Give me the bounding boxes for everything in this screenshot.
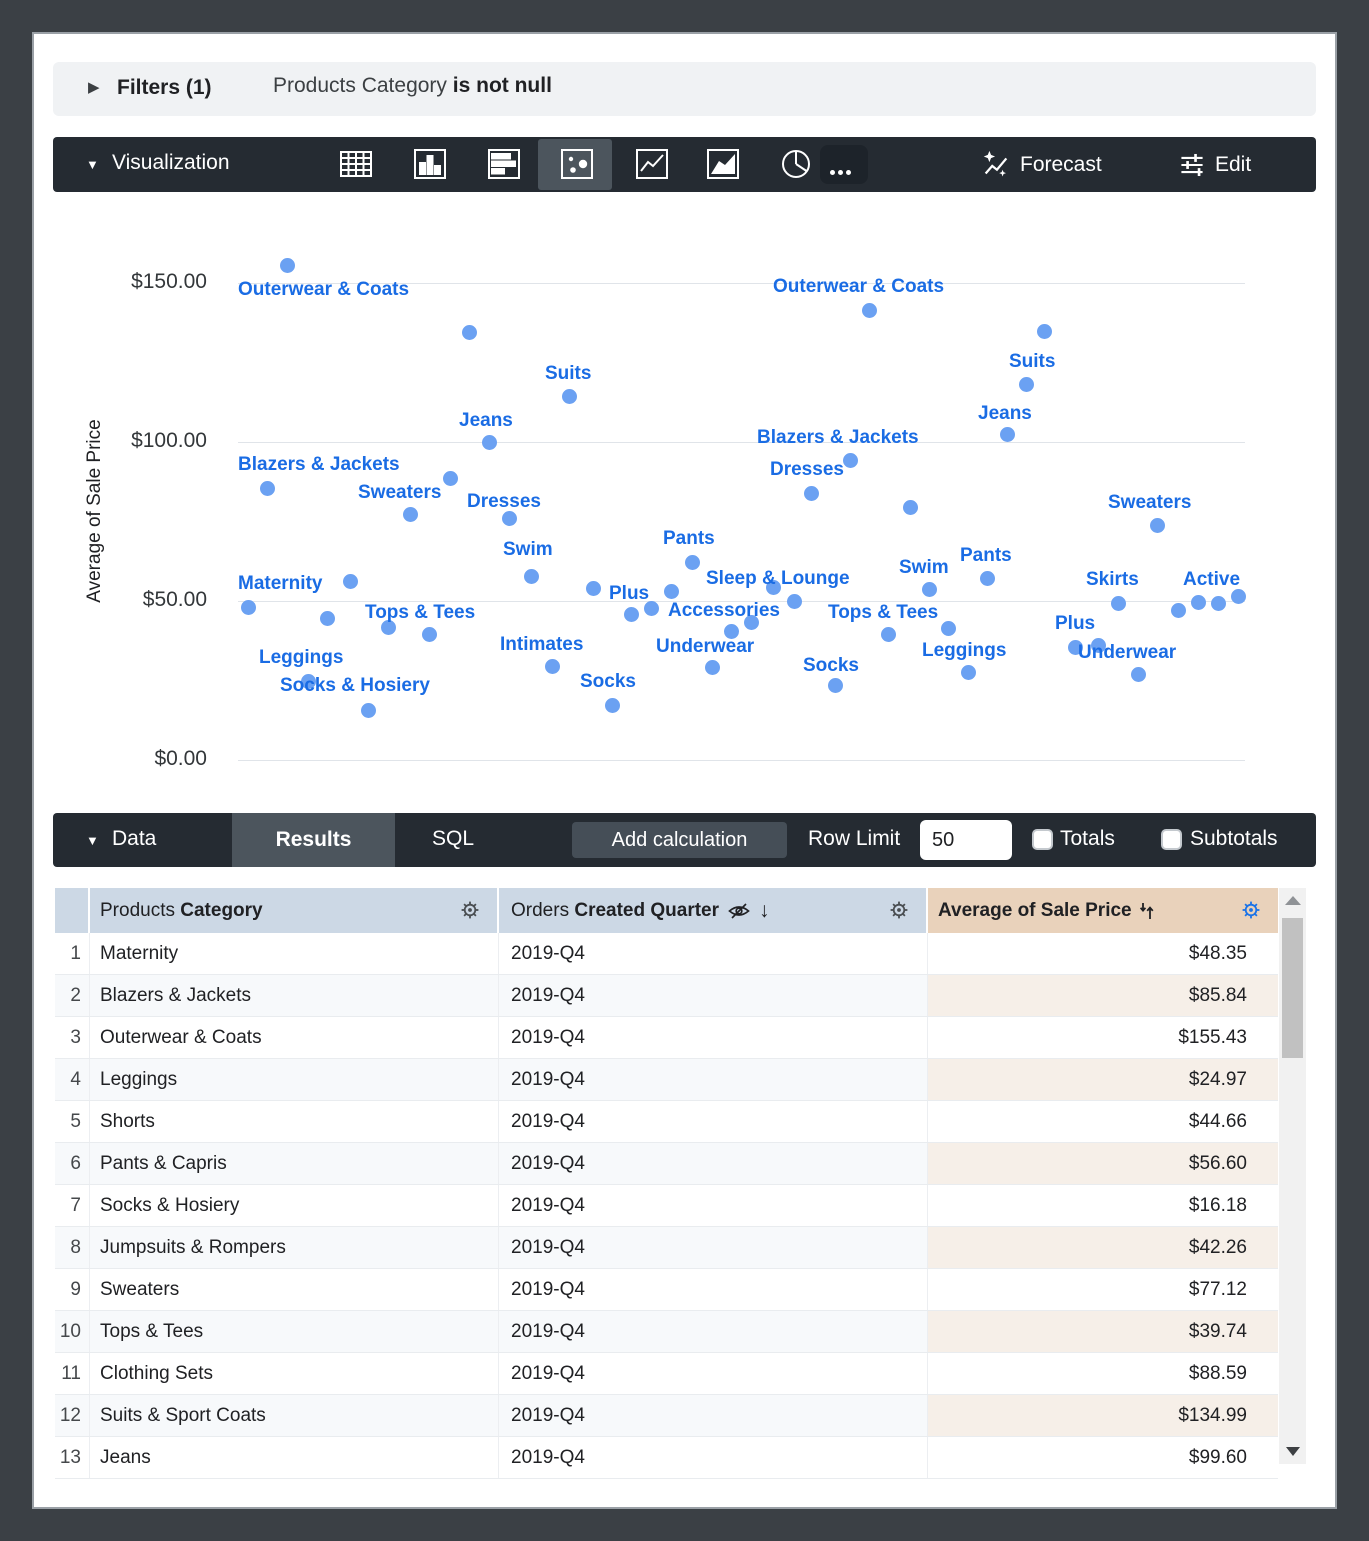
scatter-point[interactable] (260, 481, 275, 496)
cell-average-sale-price[interactable]: $44.66 (1188, 1110, 1247, 1132)
scatter-point[interactable] (862, 303, 877, 318)
scatter-point[interactable] (664, 584, 679, 599)
filter-condition: is not null (452, 74, 552, 97)
scatter-point[interactable] (1131, 667, 1146, 682)
row-number: 13 (55, 1437, 90, 1478)
row-number: 7 (55, 1185, 90, 1226)
scatter-point[interactable] (586, 581, 601, 596)
subtotals-label[interactable]: Subtotals (1190, 827, 1278, 850)
scatter-point[interactable] (462, 325, 477, 340)
table-row (55, 1311, 1278, 1353)
y-tick-label: $150.00 (131, 270, 207, 293)
tab-sql[interactable]: SQL (432, 827, 475, 850)
cell-average-sale-price[interactable]: $48.35 (1188, 942, 1247, 964)
filters-title[interactable]: Filters (1) (117, 76, 212, 99)
point-label: Outerwear & Coats (773, 276, 945, 297)
data-bar (53, 813, 1316, 867)
scatter-point[interactable] (545, 659, 560, 674)
point-label: Sweaters (358, 482, 442, 503)
results-table-header (55, 888, 1278, 933)
scatter-point[interactable] (1019, 377, 1034, 392)
table-row (55, 1227, 1278, 1269)
row-number: 9 (55, 1269, 90, 1310)
header-view-name: Orders (511, 899, 570, 921)
sort-arrows-icon (1138, 901, 1156, 921)
row-number: 12 (55, 1395, 90, 1436)
column-header-orders-created-quarter[interactable] (499, 888, 928, 933)
cell-orders-created-quarter[interactable]: 2019-Q4 (499, 1353, 928, 1394)
table-scrollbar[interactable] (1279, 888, 1306, 1464)
scatter-point[interactable] (1171, 603, 1186, 618)
point-label: Maternity (238, 573, 323, 594)
scatter-point[interactable] (828, 678, 843, 693)
scatter-point[interactable] (524, 569, 539, 584)
scatter-point[interactable] (403, 507, 418, 522)
point-label: Sweaters (1108, 492, 1192, 513)
cell-products-category[interactable]: Blazers & Jackets (90, 975, 499, 1016)
header-field-name: Created Quarter (574, 899, 720, 921)
cell-orders-created-quarter[interactable]: 2019-Q4 (499, 1101, 928, 1142)
point-label: Socks (580, 671, 636, 692)
row-limit-input[interactable] (920, 820, 1012, 860)
scatter-point[interactable] (843, 453, 858, 468)
edit-label: Edit (1215, 153, 1252, 176)
cell-products-category[interactable]: Socks & Hosiery (90, 1185, 499, 1226)
cell-average-sale-price[interactable]: $77.12 (1188, 1278, 1247, 1300)
tab-results[interactable]: Results (232, 813, 395, 867)
row-number: 2 (55, 975, 90, 1016)
cell-products-category[interactable]: Jeans (90, 1437, 499, 1478)
scatter-point[interactable] (1150, 518, 1165, 533)
scatter-point[interactable] (804, 486, 819, 501)
row-number: 5 (55, 1101, 90, 1142)
cell-orders-created-quarter[interactable]: 2019-Q4 (499, 933, 928, 974)
scatter-point[interactable] (624, 607, 639, 622)
cell-average-sale-price[interactable]: $85.84 (928, 975, 1278, 1016)
cell-orders-created-quarter[interactable]: 2019-Q4 (499, 1311, 928, 1352)
column-header-average-sale-price[interactable] (928, 888, 1278, 933)
scatter-point[interactable] (343, 574, 358, 589)
cell-average-sale-price[interactable]: $16.18 (1188, 1194, 1247, 1216)
totals-label[interactable]: Totals (1060, 827, 1115, 850)
point-label: Outerwear & Coats (238, 279, 410, 300)
scroll-up-icon[interactable] (1285, 896, 1301, 905)
table-row (55, 1017, 1278, 1059)
data-title[interactable]: Data (112, 827, 157, 850)
cell-orders-created-quarter[interactable]: 2019-Q4 (499, 975, 928, 1016)
scatter-point[interactable] (705, 660, 720, 675)
point-label: Swim (503, 539, 553, 560)
scatter-point[interactable] (1191, 595, 1206, 610)
scrollbar-thumb[interactable] (1282, 918, 1303, 1058)
row-number: 3 (55, 1017, 90, 1058)
table-row (55, 975, 1278, 1017)
cell-products-category[interactable]: Sweaters (90, 1269, 499, 1310)
y-tick-label: $0.00 (154, 747, 207, 770)
table-row (55, 1269, 1278, 1311)
point-label: Dresses (770, 459, 844, 480)
point-label: Dresses (467, 491, 541, 512)
point-label: Plus (609, 583, 650, 604)
row-number-header (55, 888, 90, 933)
header-field-name: Average of Sale Price (938, 899, 1132, 921)
filter-field: Products Category (273, 74, 447, 97)
scatter-point[interactable] (605, 698, 620, 713)
forecast-label: Forecast (1020, 153, 1102, 176)
point-label: Skirts (1086, 569, 1139, 590)
cell-average-sale-price[interactable]: $134.99 (928, 1395, 1278, 1436)
scatter-point[interactable] (1211, 596, 1226, 611)
scroll-down-icon[interactable] (1286, 1447, 1300, 1456)
table-row (55, 1059, 1278, 1101)
point-label: Swim (899, 557, 949, 578)
visualization-title[interactable]: Visualization (112, 151, 230, 174)
cell-products-category[interactable]: Maternity (90, 933, 499, 974)
point-label: Sleep & Lounge (706, 568, 850, 589)
point-label: Jeans (978, 403, 1032, 424)
gear-icon[interactable] (459, 899, 481, 927)
point-label: Suits (1009, 351, 1056, 372)
table-row (55, 1395, 1278, 1437)
cell-products-category[interactable]: Tops & Tees (90, 1311, 499, 1352)
point-label: Pants (960, 545, 1012, 566)
row-number: 4 (55, 1059, 90, 1100)
point-label: Leggings (259, 647, 344, 668)
scatter-point[interactable] (903, 500, 918, 515)
point-label: Intimates (500, 634, 584, 655)
scatter-point[interactable] (685, 555, 700, 570)
visualization-collapse-icon[interactable]: ▼ (86, 157, 99, 172)
scatter-point[interactable] (941, 621, 956, 636)
y-tick-label: $100.00 (131, 429, 207, 452)
cell-products-category[interactable]: Shorts (90, 1101, 499, 1142)
cell-average-sale-price[interactable]: $155.43 (1178, 1026, 1247, 1048)
scatter-point[interactable] (422, 627, 437, 642)
scatter-point[interactable] (320, 611, 335, 626)
sort-desc-arrow-icon: ↓ (759, 898, 770, 922)
cell-products-category[interactable]: Outerwear & Coats (90, 1017, 499, 1058)
cell-average-sale-price[interactable]: $88.59 (1188, 1362, 1247, 1384)
row-number: 1 (55, 933, 90, 974)
scatter-point[interactable] (1000, 427, 1015, 442)
scatter-point[interactable] (241, 600, 256, 615)
cell-average-sale-price[interactable]: $24.97 (928, 1059, 1278, 1100)
y-gridline (238, 760, 1245, 761)
data-collapse-icon[interactable]: ▼ (86, 833, 99, 848)
cell-orders-created-quarter[interactable]: 2019-Q4 (499, 1437, 928, 1478)
cell-average-sale-price[interactable]: $56.60 (928, 1143, 1278, 1184)
point-label: Tops & Tees (828, 602, 939, 623)
header-field-name: Category (180, 899, 263, 921)
row-number: 6 (55, 1143, 90, 1184)
scatter-point[interactable] (443, 471, 458, 486)
scatter-point[interactable] (980, 571, 995, 586)
eye-slash-icon (727, 902, 751, 920)
y-axis-title: Average of Sale Price (84, 419, 105, 603)
y-gridline (238, 442, 1245, 443)
filters-expand-icon[interactable]: ▶ (88, 79, 100, 96)
point-label: Underwear (1078, 642, 1177, 663)
point-label: Jeans (459, 410, 513, 431)
cell-products-category[interactable]: Pants & Capris (90, 1143, 499, 1184)
cell-average-sale-price[interactable]: $99.60 (1188, 1446, 1247, 1468)
scatter-point[interactable] (1111, 596, 1126, 611)
explore-card (32, 32, 1337, 1509)
cell-orders-created-quarter[interactable]: 2019-Q4 (499, 1227, 928, 1268)
table-row (55, 1437, 1278, 1479)
point-label: Underwear (656, 636, 755, 657)
cell-orders-created-quarter[interactable]: 2019-Q4 (499, 1143, 928, 1184)
scatter-point[interactable] (961, 665, 976, 680)
gear-icon[interactable] (1240, 899, 1262, 927)
cell-products-category[interactable]: Leggings (90, 1059, 499, 1100)
scatter-chart (34, 34, 1335, 813)
point-label: Accessories (668, 600, 780, 621)
table-row (55, 1353, 1278, 1395)
point-label: Plus (1055, 613, 1096, 634)
point-label: Pants (663, 528, 715, 549)
subtotals-checkbox[interactable] (1161, 829, 1182, 850)
add-calculation-button[interactable]: Add calculation (572, 822, 787, 858)
table-row (55, 1185, 1278, 1227)
scatter-point[interactable] (881, 627, 896, 642)
gear-icon[interactable] (888, 899, 910, 927)
point-label: Socks (803, 655, 859, 676)
scatter-point[interactable] (562, 389, 577, 404)
totals-checkbox[interactable] (1032, 829, 1053, 850)
scatter-point[interactable] (280, 258, 295, 273)
cell-orders-created-quarter[interactable]: 2019-Q4 (499, 1017, 928, 1058)
point-label: Blazers & Jackets (238, 454, 400, 475)
point-label: Tops & Tees (365, 602, 476, 623)
scatter-point[interactable] (482, 435, 497, 450)
row-limit-label: Row Limit (808, 827, 901, 850)
results-table-body (55, 933, 1278, 1479)
point-label: Leggings (922, 640, 1007, 661)
table-row (55, 1143, 1278, 1185)
cell-average-sale-price[interactable]: $39.74 (928, 1311, 1278, 1352)
point-label: Socks & Hosiery (280, 675, 430, 696)
row-number: 11 (55, 1353, 90, 1394)
cell-products-category[interactable]: Suits & Sport Coats (90, 1395, 499, 1436)
row-number: 10 (55, 1311, 90, 1352)
column-header-products-category[interactable] (90, 888, 499, 933)
table-row (55, 933, 1278, 975)
scatter-point[interactable] (1037, 324, 1052, 339)
header-view-name: Products (100, 899, 175, 921)
cell-orders-created-quarter[interactable]: 2019-Q4 (499, 1269, 928, 1310)
row-number: 8 (55, 1227, 90, 1268)
scatter-point[interactable] (922, 582, 937, 597)
point-label: Suits (545, 363, 592, 384)
cell-orders-created-quarter[interactable]: 2019-Q4 (499, 1059, 928, 1100)
y-tick-label: $50.00 (142, 588, 207, 611)
cell-orders-created-quarter[interactable]: 2019-Q4 (499, 1395, 928, 1436)
point-label: Blazers & Jackets (757, 427, 919, 448)
point-label: Active (1183, 569, 1241, 590)
scatter-point[interactable] (361, 703, 376, 718)
cell-orders-created-quarter[interactable]: 2019-Q4 (499, 1185, 928, 1226)
cell-products-category[interactable]: Clothing Sets (90, 1353, 499, 1394)
cell-products-category[interactable]: Jumpsuits & Rompers (90, 1227, 499, 1268)
cell-average-sale-price[interactable]: $42.26 (928, 1227, 1278, 1268)
table-row (55, 1101, 1278, 1143)
scatter-point[interactable] (787, 594, 802, 609)
